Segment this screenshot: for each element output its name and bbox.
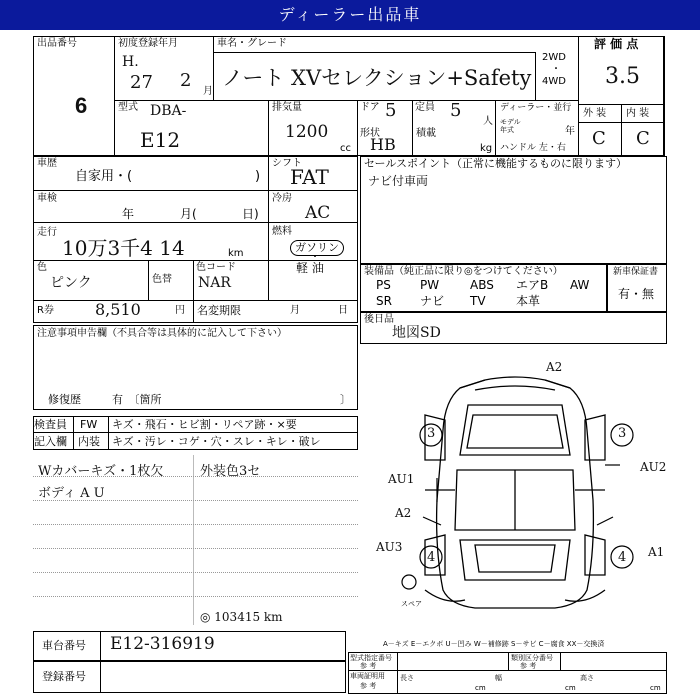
class-ref: 参 考	[520, 662, 537, 670]
shift-value: FAT	[290, 165, 329, 189]
equipment-item: TV	[470, 294, 486, 308]
recycle-unit: 円	[175, 305, 185, 316]
load-unit: kg	[480, 143, 493, 154]
load-label: 積載	[416, 128, 436, 139]
mark-4-right: 4	[618, 550, 627, 565]
equipment-item: エアB	[516, 278, 549, 292]
door-value: 5	[385, 100, 397, 121]
mileage-label: 走行	[37, 227, 57, 238]
era-value: H.	[122, 54, 139, 70]
inspect-year: 年	[122, 207, 135, 221]
grade-label: 評 価 点	[594, 37, 639, 51]
fuel-diesel: 軽 油	[296, 261, 324, 275]
shift-label: シフト	[272, 158, 302, 169]
lot-number: 6	[75, 93, 88, 118]
ac-value: AC	[305, 203, 331, 223]
inspect-day: 日)	[242, 207, 259, 221]
shape-label: 形状	[360, 128, 380, 139]
fuel-label: 燃料	[272, 226, 292, 237]
mark-3-left: 3	[427, 426, 436, 441]
capacity-unit: 人	[483, 116, 493, 127]
equipment-item: 本革	[516, 294, 541, 308]
equipment-label: 装備品（純正品に限り◎をつけてください）	[364, 266, 563, 277]
sales-value: ナビ付車両	[368, 174, 429, 188]
damage-legend: A－キズ E－エクボ U－凹み W－補修跡 S－サビ C－腐食 XX－交換済	[383, 640, 605, 648]
warranty-label: 新車保証書	[613, 267, 659, 277]
mark-au1: AU1	[388, 472, 415, 486]
recycle-label: R券	[37, 305, 54, 316]
drive-4wd: 4WD	[542, 76, 566, 87]
length-unit: cm	[475, 684, 486, 692]
recorder-label: 記入欄	[34, 435, 67, 448]
mark-a2-left: A2	[395, 506, 412, 520]
length-label: 長さ	[400, 674, 414, 682]
inspection-row-1: キズ・飛石・ヒビ割・リペア跡・×要	[112, 418, 297, 431]
capacity-label: 定員	[415, 102, 435, 113]
width-unit: cm	[565, 684, 576, 692]
vcert-ref: 参 考	[360, 682, 377, 690]
mileage-value: 10万3千4 14	[62, 236, 185, 260]
int-value: C	[636, 128, 650, 149]
color-code-value: NAR	[198, 275, 231, 291]
history-close: )	[255, 169, 261, 184]
type-cert-ref: 参 考	[360, 662, 377, 670]
month-value: 2	[180, 70, 192, 91]
ext-value: C	[592, 128, 606, 149]
drive-dot: ・	[551, 64, 561, 75]
fuel-gasoline: ガソリン	[290, 240, 344, 256]
mark-a2-top: A2	[546, 360, 563, 374]
equipment-item: PS	[376, 278, 391, 292]
dealer-label: ディーラー・並行	[500, 103, 572, 113]
ac-label: 冷房	[272, 193, 292, 204]
class-label: 類別区分番号	[511, 654, 553, 662]
height-unit: cm	[650, 684, 661, 692]
mark-a1: A1	[648, 545, 665, 559]
damage-diagram	[365, 360, 665, 620]
equipment-item: ナビ	[420, 294, 445, 308]
model-value: DBA-	[150, 103, 187, 119]
retrofit-value: 地図SD	[392, 325, 441, 341]
recycle-value: 8,510	[95, 300, 141, 319]
spare-label: スペア	[401, 600, 422, 608]
model-small-label: モデル	[500, 118, 521, 126]
name-change-label: 名変期限	[197, 304, 241, 317]
sales-label: セールスポイント（正常に機能するものに限ります）	[364, 157, 628, 170]
repair-close: 〕	[340, 393, 351, 406]
equipment-item: SR	[376, 294, 392, 308]
notes-line-2: ボディ A U	[38, 486, 105, 501]
color-value: ピンク	[50, 275, 92, 291]
history-value: 自家用・(	[75, 169, 133, 184]
odometer-note: ◎ 103415 km	[200, 610, 283, 624]
equipment-item: PW	[420, 278, 440, 292]
disp-unit: cc	[340, 143, 351, 154]
ext-label: 外 装	[583, 108, 607, 119]
year-model-label: 年式	[500, 126, 514, 134]
name-label: 車名・グレード	[217, 38, 287, 49]
history-label: 車歴	[37, 158, 57, 169]
height-label: 高さ	[580, 674, 594, 682]
nc-month: 月	[290, 305, 300, 316]
mark-3-right: 3	[618, 426, 627, 441]
car-name-value: ノート XVセレクション+Safety	[222, 66, 532, 90]
notes-line-1: Wカバーキズ・1枚欠	[38, 464, 164, 479]
nc-day: 日	[338, 305, 348, 316]
year-unit: 年	[565, 126, 575, 137]
warranty-value: 有・無	[618, 287, 655, 301]
color-change-label: 色替	[152, 274, 172, 285]
grade-value: 3.5	[605, 64, 640, 89]
disp-label: 排気量	[272, 102, 302, 113]
paint-note: 外装色3セ	[200, 464, 261, 479]
door-label: ドア	[360, 102, 380, 113]
mark-4-left: 4	[427, 550, 436, 565]
mark-au2: AU2	[640, 460, 667, 474]
type-cert-label: 型式指定番号	[350, 654, 392, 662]
month-unit: 月	[203, 86, 213, 97]
capacity-value: 5	[450, 100, 462, 121]
mark-au3: AU3	[376, 540, 403, 554]
shape-value: HB	[370, 135, 396, 154]
repair-label: 修復歴	[48, 393, 81, 406]
notice-label: 注意事項申告欄（不具合等は具体的に記入して下さい）	[37, 328, 287, 339]
vcert-label: 車両証明用	[350, 672, 385, 680]
inspect-month: 月(	[180, 207, 197, 221]
equipment-item: AW	[570, 278, 590, 292]
retrofit-label: 後日品	[364, 314, 394, 325]
inspector-label: 検査員	[34, 418, 67, 431]
page-header	[0, 0, 700, 30]
first-reg-label: 初度登録年月	[118, 38, 178, 49]
width-label: 幅	[495, 674, 502, 682]
drive-2wd: 2WD	[542, 52, 566, 63]
frame-label: 車台番号	[42, 639, 86, 652]
inspection-row-2: キズ・汚レ・コゲ・穴・スレ・キレ・破レ	[112, 435, 321, 448]
disp-value: 1200	[285, 122, 329, 142]
equipment-item: ABS	[470, 278, 494, 292]
inspect-label: 車検	[37, 193, 57, 204]
chassis-code: E12	[140, 128, 181, 152]
fuel-dot: ・	[310, 252, 320, 263]
model-label: 型式	[118, 102, 138, 113]
int-label: 内 装	[626, 108, 650, 119]
lot-label: 出品番号	[37, 38, 77, 49]
fw-label: FW	[80, 418, 98, 431]
handle-label: ハンドル 左・右	[500, 143, 566, 153]
page-title: ディーラー出品車	[278, 5, 422, 24]
reg-label: 登録番号	[42, 670, 86, 683]
repair-part: 有 〔箇所	[112, 393, 162, 406]
interior-label: 内装	[78, 435, 100, 448]
mileage-unit: km	[228, 248, 244, 259]
frame-value: E12-316919	[110, 634, 215, 654]
year-value: 27	[130, 72, 153, 93]
color-label: 色	[37, 262, 47, 273]
color-code-label: 色コード	[196, 262, 236, 273]
